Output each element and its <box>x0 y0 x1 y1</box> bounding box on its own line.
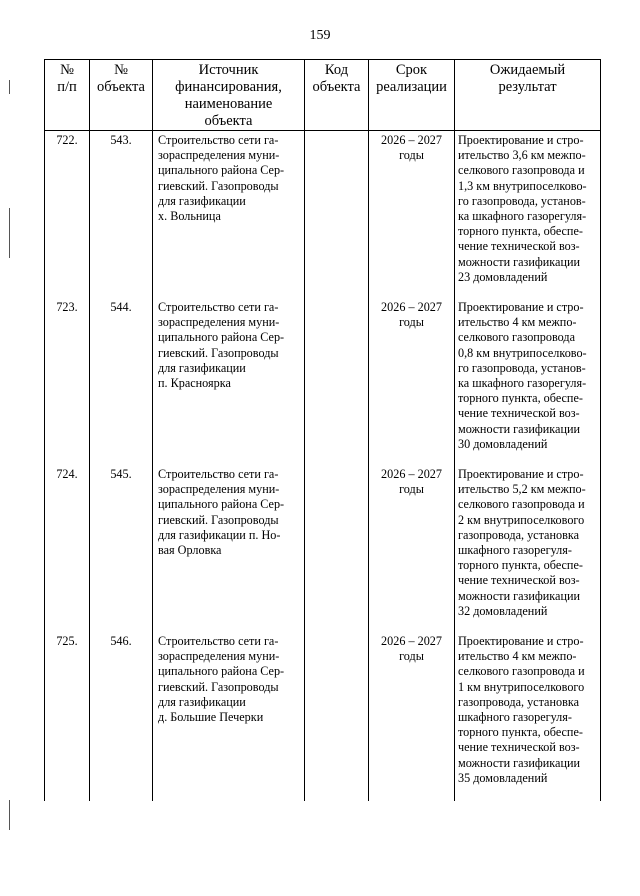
row-result: Проектирование и стро- ительство 5,2 км межпо- селкового газопровода и 2 км внутрипоселкового газопровода, установка шкафного газорегуля- торного пункта, обеспе- чение технической воз- можности газификации 32 домовладений <box>455 467 601 634</box>
scan-margin-mark <box>9 800 10 830</box>
header-num: № п/п <box>45 60 90 131</box>
header-code: Код объекта <box>305 60 369 131</box>
row-code <box>305 467 369 634</box>
row-num: 725. <box>45 634 90 801</box>
row-period: 2026 – 2027 годы <box>369 634 455 801</box>
header-object-num: № объекта <box>90 60 153 131</box>
row-object-num: 544. <box>90 300 153 467</box>
row-source: Строительство сети га- зораспределения муни- ципального района Сер- гиевский. Газопроводы для газификации х. Вольница <box>153 131 305 301</box>
row-result: Проектирование и стро- ительство 3,6 км межпо- селкового газопровода и 1,3 км внутрипоселково- го газопровода, установ- ка шкафного газорегуля- торного пункта, обеспе- чение технической воз- можности газификации 23 домовладений <box>455 131 601 301</box>
page-number: 159 <box>309 28 331 43</box>
row-num: 723. <box>45 300 90 467</box>
header-result: Ожидаемый результат <box>455 60 601 131</box>
scan-margin-mark <box>9 80 10 94</box>
row-period: 2026 – 2027 годы <box>369 300 455 467</box>
row-source: Строительство сети га- зораспределения муни- ципального района Сер- гиевский. Газопроводы для газификации д. Большие Печерки <box>153 634 305 801</box>
table-row <box>45 634 601 801</box>
row-object-num: 543. <box>90 131 153 301</box>
program-table <box>44 59 601 801</box>
row-code <box>305 300 369 467</box>
scan-margin-mark <box>9 208 10 258</box>
row-code <box>305 131 369 301</box>
row-period: 2026 – 2027 годы <box>369 131 455 301</box>
row-source: Строительство сети га- зораспределения муни- ципального района Сер- гиевский. Газопроводы для газификации п. Но- вая Орловка <box>153 467 305 634</box>
row-code <box>305 634 369 801</box>
header-source: Источник финансирования, наименование объекта <box>153 60 305 131</box>
row-result: Проектирование и стро- ительство 4 км межпо- селкового газопровода 0,8 км внутрипоселково- го газопровода, установ- ка шкафного газорегуля- торного пункта, обеспе- чение технической воз- можности газификации 30 домовладений <box>455 300 601 467</box>
row-period: 2026 – 2027 годы <box>369 467 455 634</box>
table-row <box>45 131 601 301</box>
row-source: Строительство сети га- зораспределения муни- ципального района Сер- гиевский. Газопроводы для газификации п. Красноярка <box>153 300 305 467</box>
row-result: Проектирование и стро- ительство 4 км межпо- селкового газопровода и 1 км внутрипоселкового газопровода, установка шкафного газорегуля- торного пункта, обеспе- чение технической воз- можности газификации 35 домовладений <box>455 634 601 801</box>
row-object-num: 546. <box>90 634 153 801</box>
header-period: Срок реализации <box>369 60 455 131</box>
row-num: 722. <box>45 131 90 301</box>
row-num: 724. <box>45 467 90 634</box>
table-row <box>45 300 601 467</box>
table-header-row <box>45 60 601 131</box>
row-object-num: 545. <box>90 467 153 634</box>
table-row <box>45 467 601 634</box>
